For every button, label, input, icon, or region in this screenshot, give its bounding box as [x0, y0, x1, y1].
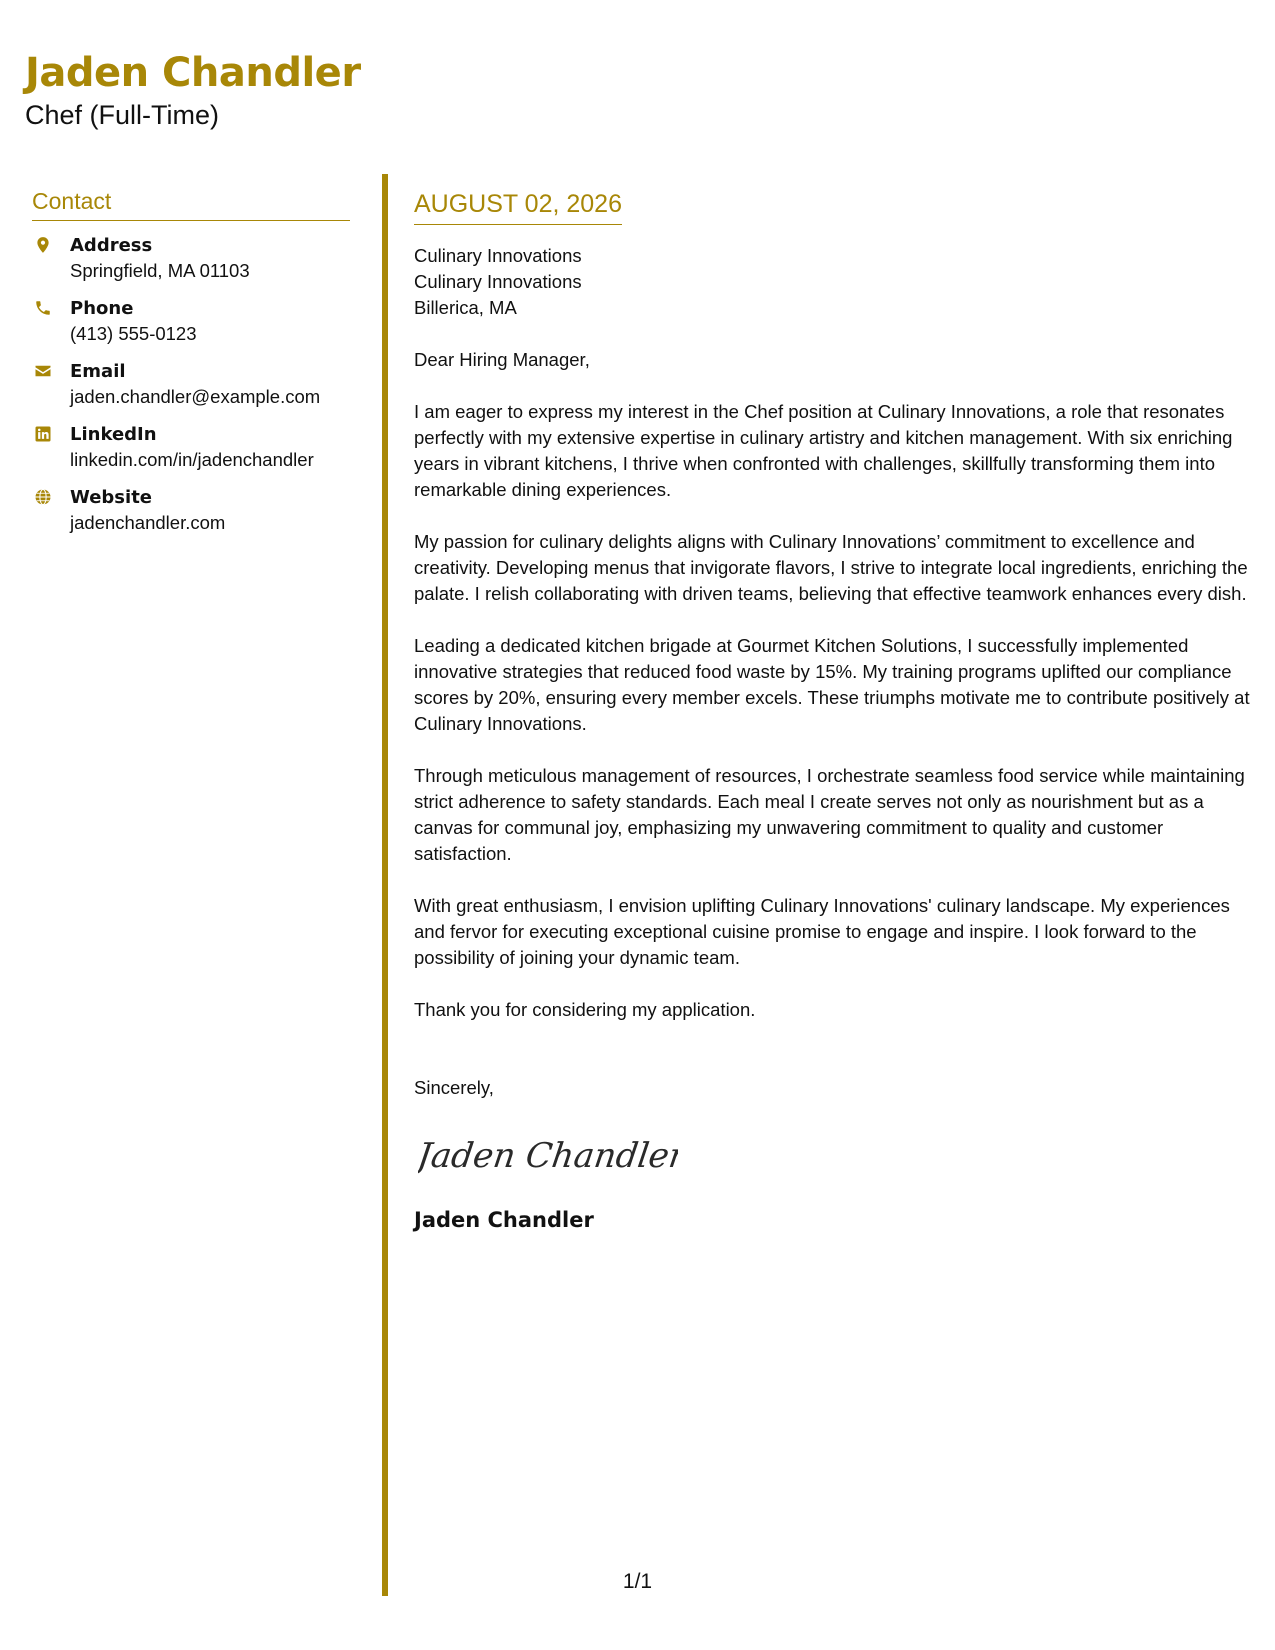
body-paragraph: Leading a dedicated kitchen brigade at Gourmet Kitchen Solutions, I successfully implemented innovative strategies that reduced food waste by 15%. My training programs uplifted our compliance scores by 20%, ensuring every member excels. These triumphs motivate me to contribute positively at Culinary Innovations.: [414, 635, 1250, 734]
handwritten-signature: [418, 1125, 678, 1185]
body-paragraph: With great enthusiasm, I envision uplifting Culinary Innovations' culinary landscape. My experiences and fervor for executing exceptional cuisine promise to engage and inspire. I look forward to the possibility of joining your dynamic team.: [414, 895, 1230, 968]
recipient-location: Billerica, MA: [414, 297, 517, 318]
recipient-block: [414, 243, 1252, 321]
contact-item-phone: [32, 296, 350, 346]
candidate-name: Jaden Chandler: [25, 50, 361, 96]
linkedin-value[interactable]: linkedin.com/in/jadenchandler: [70, 449, 314, 470]
contact-item-website: [32, 485, 350, 535]
svg-text:Jaden Chandler: Jaden Chandler: [418, 1136, 678, 1176]
contact-item-address: [32, 233, 350, 283]
contact-label: LinkedIn: [70, 424, 157, 445]
contact-item-linkedin: [32, 422, 350, 472]
phone-value: (413) 555-0123: [70, 323, 197, 344]
contact-label: Phone: [70, 298, 134, 319]
page-number-text: 1/1: [622, 1570, 653, 1593]
envelope-icon: [34, 362, 52, 380]
body-paragraph: Through meticulous management of resources, I orchestrate seamless food service while maintaining strict adherence to safety standards. Each meal I create serves not only as nourishment but as a canvas for communal joy, emphasizing my unwavering commitment to quality and customer satisfaction.: [414, 765, 1245, 864]
contact-heading: Contact: [32, 186, 350, 221]
contact-sidebar: [32, 186, 350, 548]
signer-name: Jaden Chandler: [414, 1208, 594, 1232]
vertical-divider: [382, 174, 388, 1596]
linkedin-icon: [34, 425, 52, 443]
recipient-company: Culinary Innovations: [414, 245, 582, 266]
recipient-company: Culinary Innovations: [414, 271, 582, 292]
body-paragraph: My passion for culinary delights aligns with Culinary Innovations’ commitment to excellence and creativity. Developing menus that invigorate flavors, I strive to integrate local ingredients, enriching the palate. I relish collaborating with driven teams, believing that effective teamwork enhances every dish.: [414, 531, 1248, 604]
page-number: [0, 1568, 1275, 1596]
location-pin-icon: [34, 236, 52, 254]
body-paragraph: I am eager to express my interest in the Chef position at Culinary Innovations, a role that resonates perfectly with my extensive expertise in culinary artistry and kitchen management. With six enriching years in vibrant kitchens, I thrive when confronted with challenges, skillfully transforming them into remarkable dining experiences.: [414, 401, 1233, 500]
contact-item-email: [32, 359, 350, 409]
contact-label: Email: [70, 361, 126, 382]
closing: Sincerely,: [414, 1077, 494, 1098]
letter-date: AUGUST 02, 2026: [414, 188, 622, 225]
salutation: Dear Hiring Manager,: [414, 349, 590, 370]
phone-icon: [34, 299, 52, 317]
job-title: Chef (Full-Time): [25, 100, 220, 130]
address-value: Springfield, MA 01103: [70, 260, 250, 281]
contact-label: Address: [70, 235, 153, 256]
letter-header: [25, 48, 361, 132]
website-value[interactable]: jadenchandler.com: [70, 512, 226, 533]
contact-label: Website: [70, 487, 153, 508]
thank-you-line: Thank you for considering my application.: [414, 999, 756, 1020]
globe-icon: [34, 488, 52, 506]
letter-body: [414, 188, 1252, 1234]
email-value[interactable]: jaden.chandler@example.com: [70, 386, 321, 407]
